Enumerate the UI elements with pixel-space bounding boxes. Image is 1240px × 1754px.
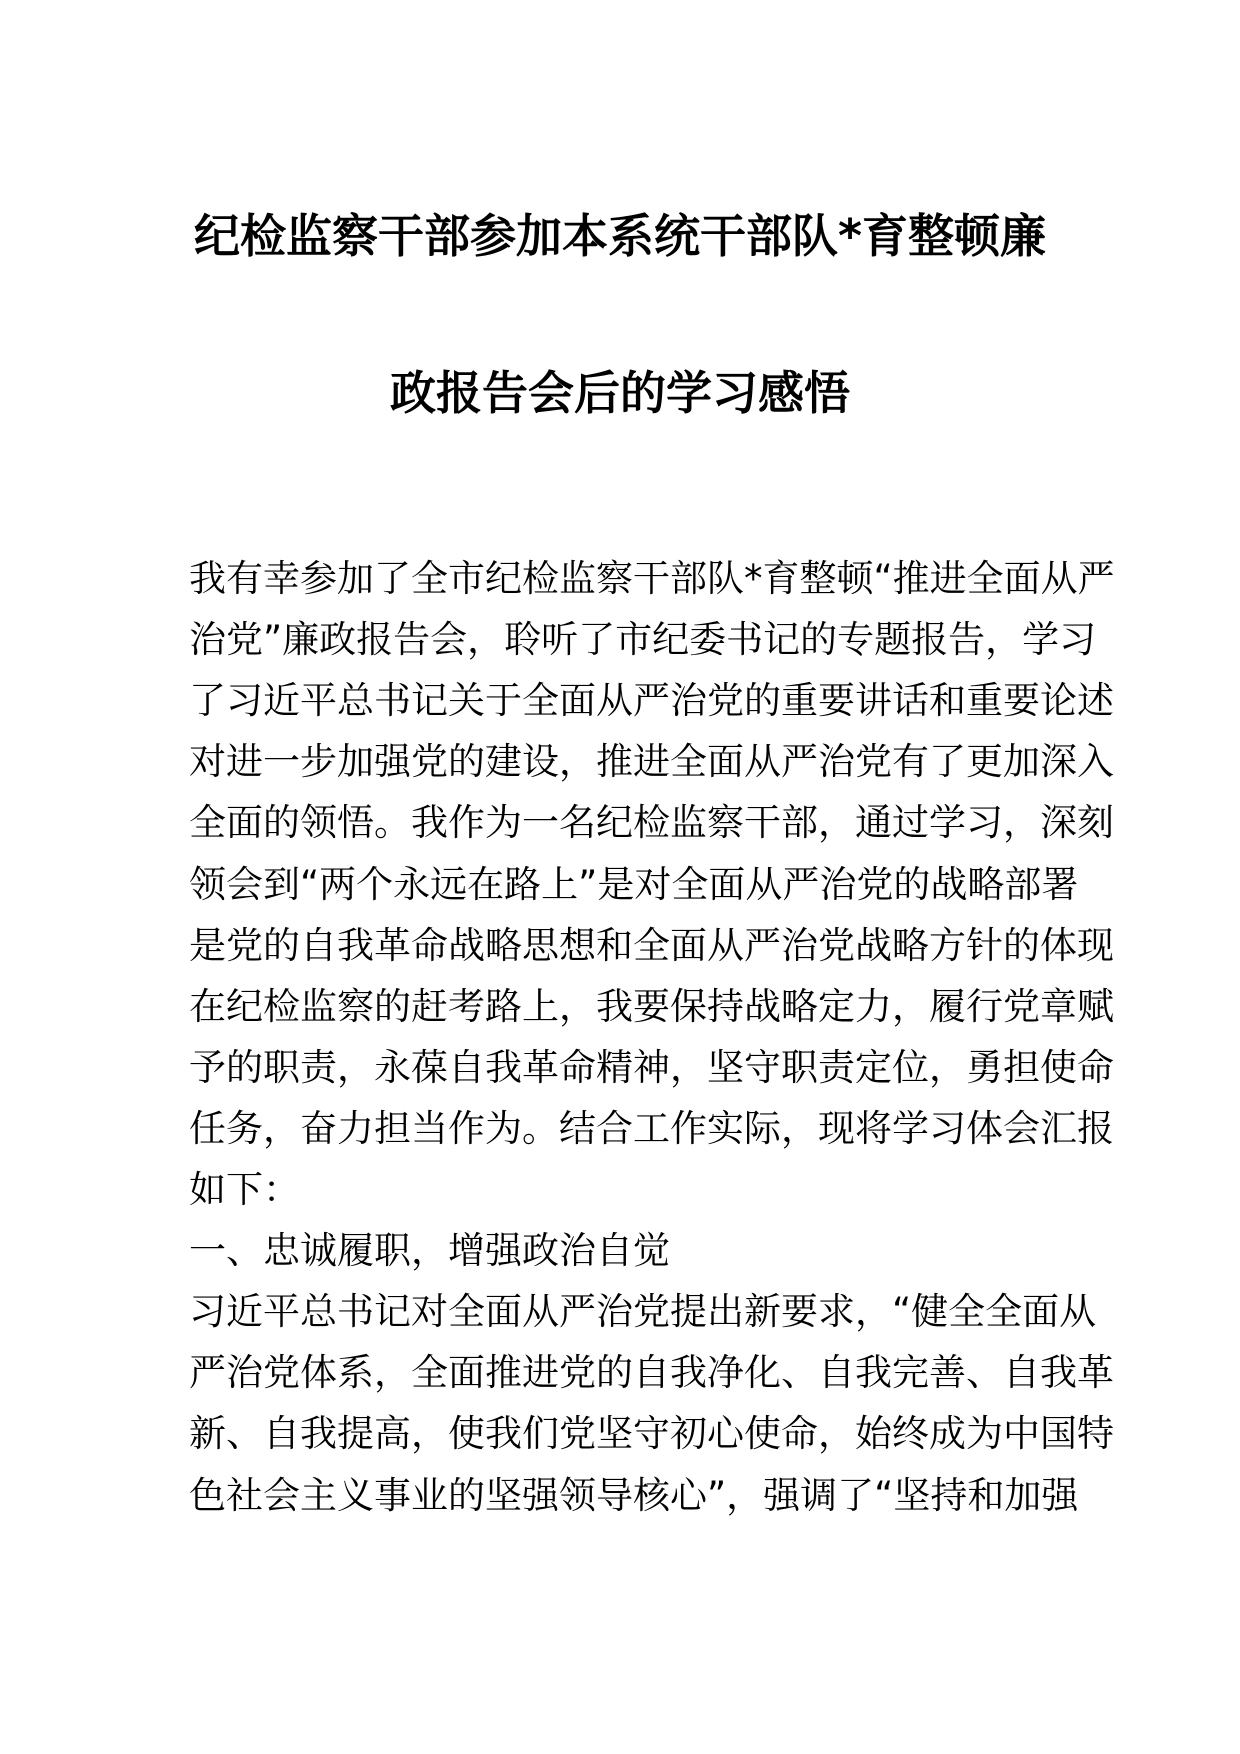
body-text-line: 了习近平总书记关于全面从严治党的重要讲话和重要论述 [189, 679, 1114, 723]
body-text-line: 予的职责，永葆自我革命精神，坚守职责定位，勇担使命 [189, 1045, 1114, 1089]
body-text-line: 如下： [189, 1168, 300, 1211]
body-text-line: 我有幸参加了全市纪检监察干部队*育整顿“推进全面从严 [189, 557, 1115, 600]
body-text-line: 是党的自我革命战略思想和全面从严治党战略方针的体现 [189, 923, 1114, 967]
body-text-line: 色社会主义事业的坚强领导核心”，强调了“坚持和加强 [189, 1473, 1079, 1517]
body-text-line: 领会到“两个永远在路上”是对全面从严治党的战略部署 [189, 862, 1079, 906]
document-title-line-2: 政报告会后的学习感悟 [390, 366, 850, 420]
document-title-line-1: 纪检监察干部参加本系统干部队*育整顿廉 [193, 209, 1047, 263]
body-text-line: 在纪检监察的赶考路上，我要保持战略定力，履行党章赋 [189, 984, 1114, 1028]
section-heading: 一、忠诚履职，增强政治自觉 [189, 1229, 670, 1273]
body-text-line: 习近平总书记对全面从严治党提出新要求，“健全全面从 [189, 1290, 1097, 1334]
body-text-line: 任务，奋力担当作为。结合工作实际，现将学习体会汇报 [189, 1106, 1114, 1150]
body-text-line: 对进一步加强党的建设，推进全面从严治党有了更加深入 [189, 740, 1114, 784]
body-text-line: 新、自我提高，使我们党坚守初心使命，始终成为中国特 [189, 1412, 1114, 1456]
body-text-line: 治党”廉政报告会，聆听了市纪委书记的专题报告，学习 [189, 618, 1097, 662]
body-text-line: 全面的领悟。我作为一名纪检监察干部，通过学习，深刻 [189, 801, 1114, 845]
body-text-line: 严治党体系，全面推进党的自我净化、自我完善、自我革 [189, 1351, 1114, 1395]
